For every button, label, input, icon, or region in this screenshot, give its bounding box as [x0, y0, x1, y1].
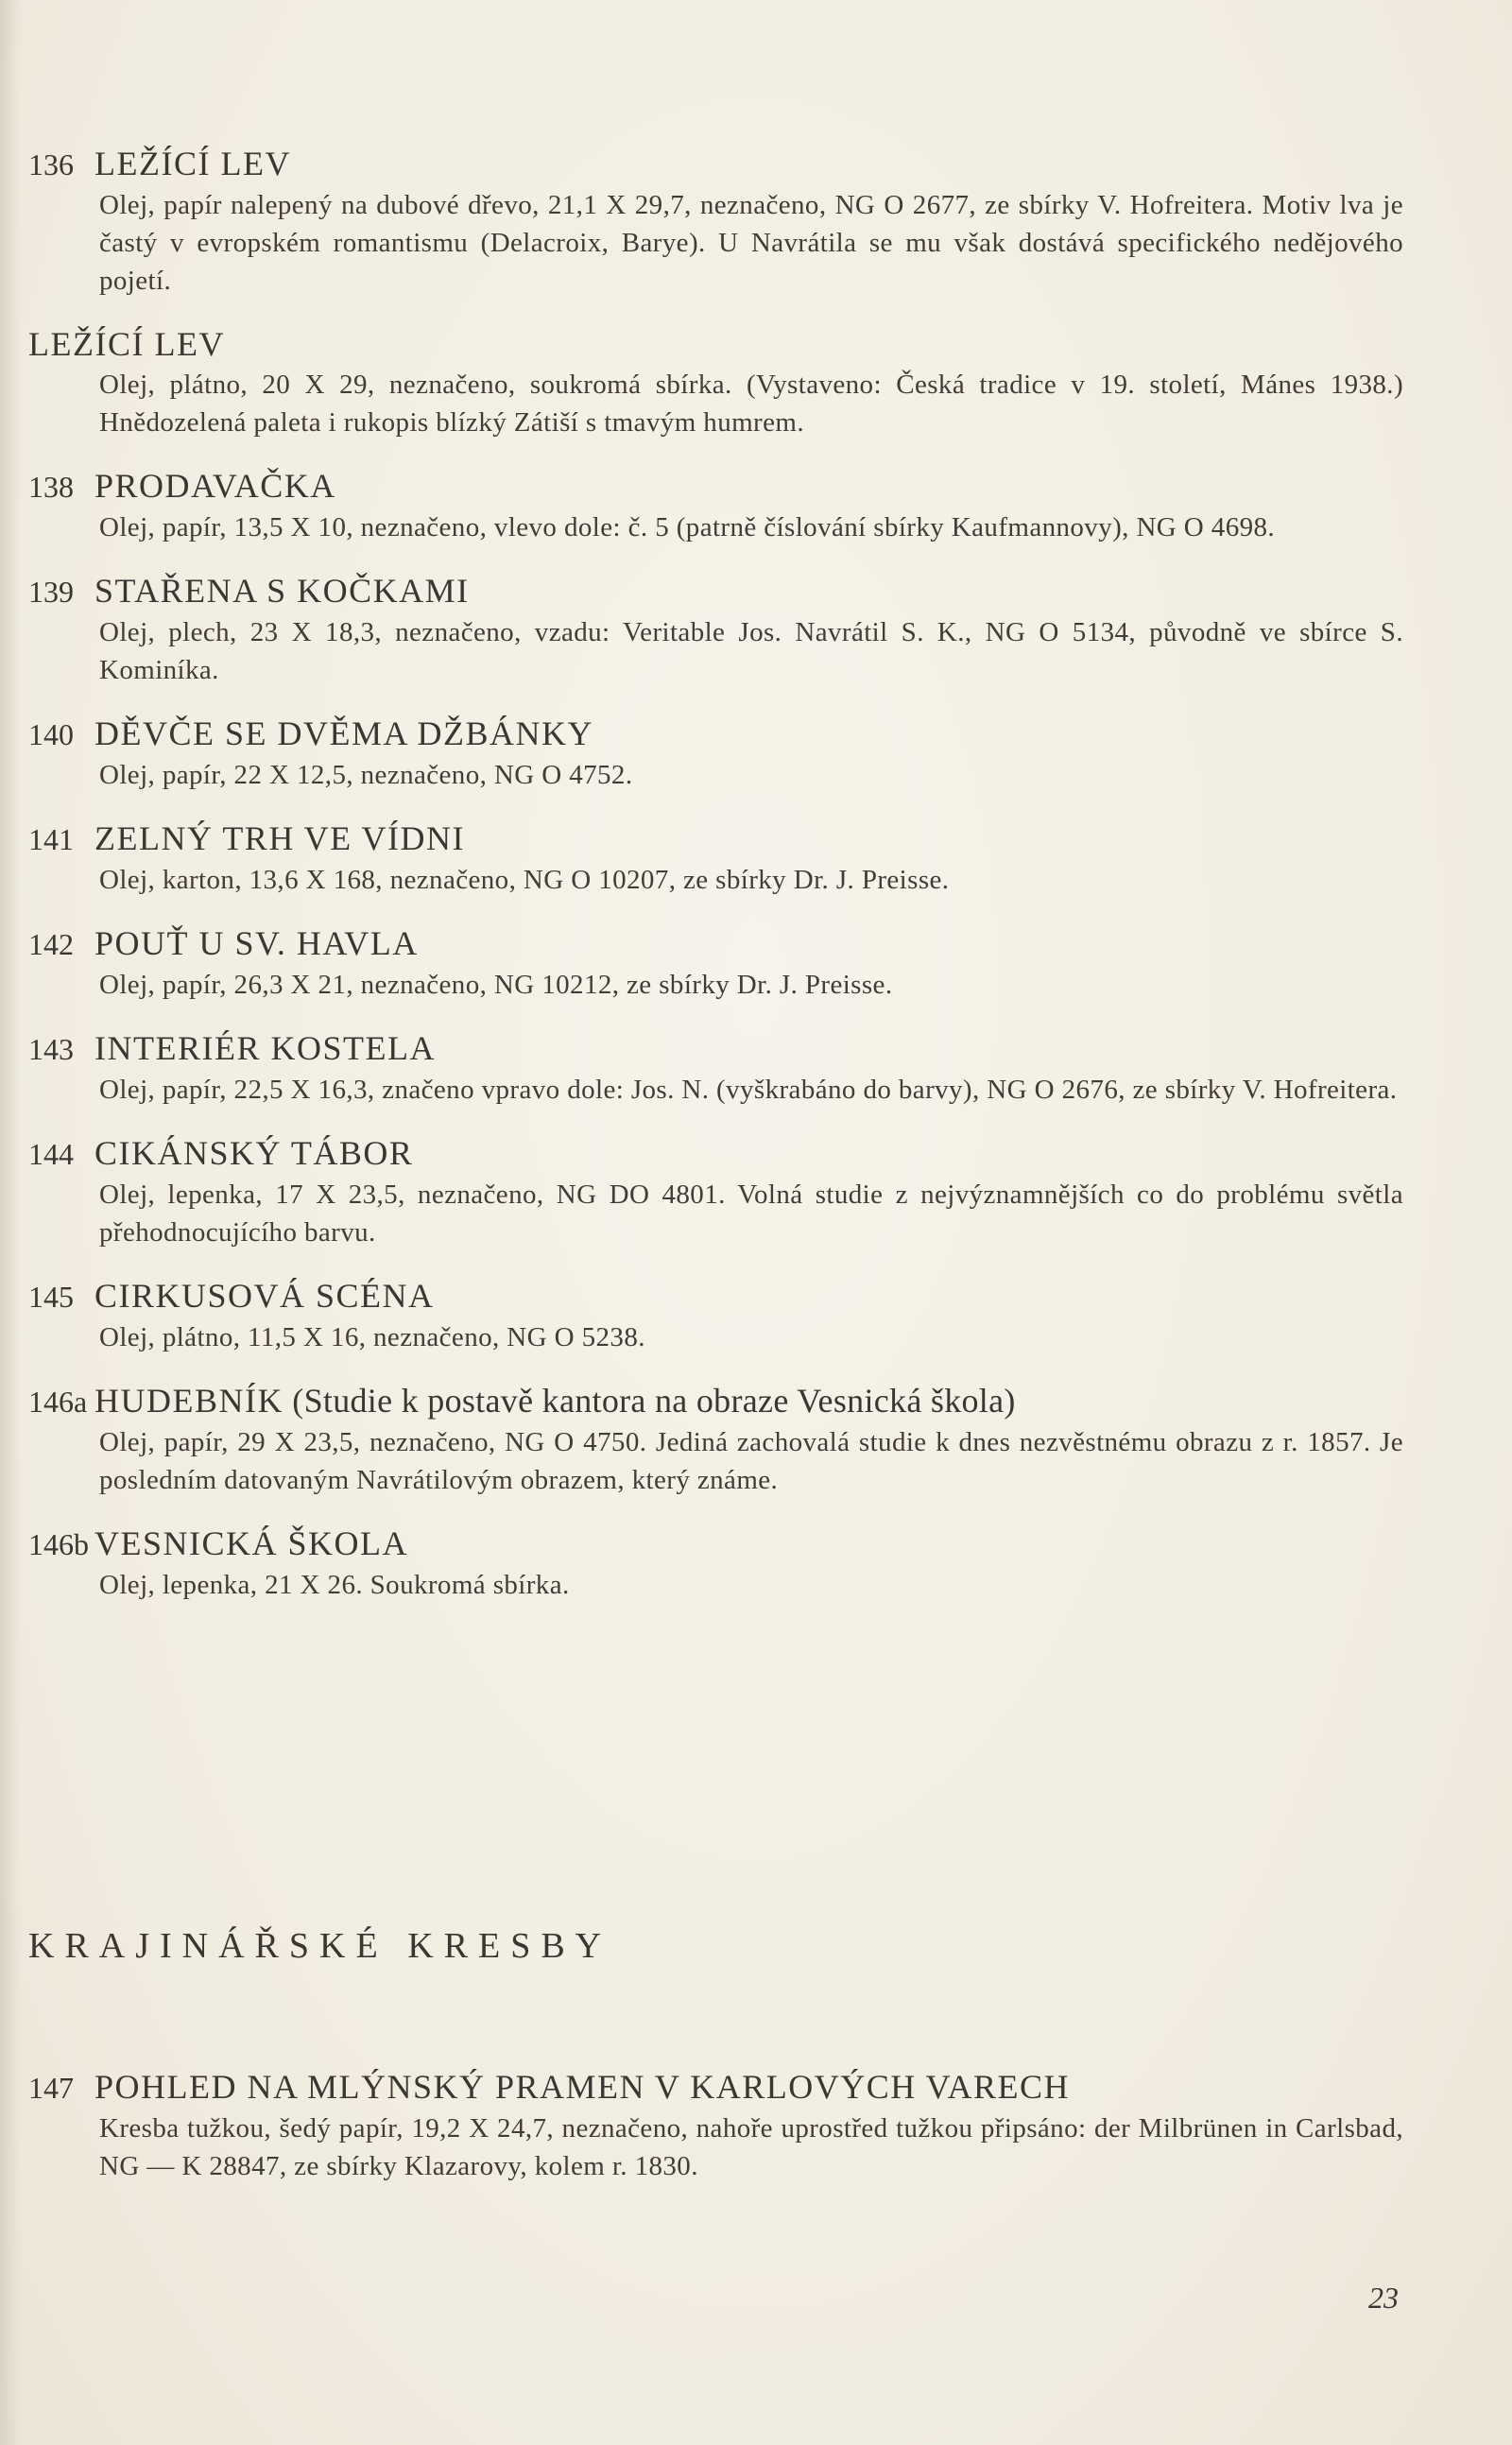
entry-title: LEŽÍCÍ LEV	[94, 145, 291, 182]
entry-description: Kresba tužkou, šedý papír, 19,2 X 24,7, neznačeno, nahoře uprostřed tužkou připsáno: der Milbrünen in Carlsbad, NG — K 28847, ze sbírky Klazarovy, kolem r. 1830.	[99, 2113, 1403, 2181]
entry-heading	[28, 817, 1403, 861]
entry-number: 136	[28, 147, 74, 181]
entry-title: POHLED NA MLÝNSKÝ PRAMEN V KARLOVÝCH VARECH	[94, 2068, 1070, 2106]
entry-title: ZELNÝ TRH VE VÍDNI	[94, 819, 465, 857]
entry-description: Olej, papír nalepený na dubové dřevo, 21,1 X 29,7, neznačeno, NG O 2677, ze sbírky V. Hofreitera. Motiv lva je častý v evropském romantismu (Delacroix, Barye). U Navrátila se mu však dostává specifického nedějového pojetí.	[99, 190, 1403, 296]
entry-title: POUŤ U SV. HAVLA	[94, 924, 419, 962]
entry-description: Olej, lepenka, 21 X 26. Soukromá sbírka.	[99, 1570, 570, 1600]
entry-number: 142	[28, 927, 74, 961]
catalogue-entry	[28, 464, 1403, 546]
entry-number: 144	[28, 1137, 74, 1171]
entry-title: CIRKUSOVÁ SCÉNA	[94, 1277, 435, 1315]
entry-description: Olej, plátno, 20 X 29, neznačeno, soukromá sbírka. (Vystaveno: Česká tradice v 19. století, Mánes 1938.) Hnědozelená paleta i rukopis blízký Zátiší s tmavým humrem.	[99, 370, 1403, 438]
entry-description: Olej, papír, 22 X 12,5, neznačeno, NG O 4752.	[99, 760, 633, 790]
entry-number: 141	[28, 822, 74, 856]
entry-description: Olej, papír, 26,3 X 21, neznačeno, NG 10212, ze sbírky Dr. J. Preisse.	[99, 970, 893, 1000]
entry-heading	[28, 1026, 1403, 1071]
catalogue-entry	[28, 322, 1403, 441]
entry-heading	[28, 464, 1403, 508]
entry-title: PRODAVAČKA	[94, 467, 336, 505]
entry-title: DĚVČE SE DVĚMA DŽBÁNKY	[94, 715, 593, 752]
entry-title: INTERIÉR KOSTELA	[94, 1029, 436, 1067]
entry-number: 147	[28, 2071, 74, 2105]
catalogue-entry	[28, 2065, 1403, 2185]
catalogue-entries-section	[28, 2065, 1403, 2208]
entry-number: 138	[28, 470, 74, 504]
entry-number: 146b	[28, 1527, 89, 1561]
entry-number: 139	[28, 575, 74, 609]
entry-title: LEŽÍCÍ LEV	[28, 325, 225, 363]
entry-number: 143	[28, 1032, 74, 1066]
entry-description: Olej, papír, 22,5 X 16,3, značeno vpravo dole: Jos. N. (vyškrabáno do barvy), NG O 2676, ze sbírky V. Hofreitera.	[99, 1075, 1398, 1105]
page-edge-shadow	[0, 0, 21, 2445]
catalogue-entry	[28, 569, 1403, 689]
catalogue-entry	[28, 1026, 1403, 1109]
entry-heading	[28, 1274, 1403, 1318]
catalogue-entry	[28, 142, 1403, 300]
entry-description: Olej, papír, 13,5 X 10, neznačeno, vlevo dole: č. 5 (patrně číslování sbírky Kaufmannovy), NG O 4698.	[99, 512, 1276, 542]
entry-heading	[28, 1379, 1403, 1423]
section-heading: KRAJINÁŘSKÉ KRESBY	[28, 1926, 612, 1966]
catalogue-entries	[28, 142, 1403, 1627]
entry-title: HUDEBNÍK	[94, 1382, 284, 1420]
entry-description: Olej, karton, 13,6 X 168, neznačeno, NG O 10207, ze sbírky Dr. J. Preisse.	[99, 865, 950, 895]
entry-title: STAŘENA S KOČKAMI	[94, 572, 470, 610]
catalogue-entry	[28, 1131, 1403, 1251]
catalogue-entry	[28, 1379, 1403, 1499]
catalogue-entry	[28, 1522, 1403, 1604]
entry-description: Olej, lepenka, 17 X 23,5, neznačeno, NG DO 4801. Volná studie z nejvýznamnějších co do problému světla přehodnocujícího barvu.	[99, 1179, 1403, 1248]
entry-heading	[28, 712, 1403, 756]
entry-subtitle: (Studie k postavě kantora na obraze Vesnická škola)	[283, 1382, 1016, 1420]
entry-description: Olej, plech, 23 X 18,3, neznačeno, vzadu: Veritable Jos. Navrátil S. K., NG O 5134, původně ve sbírce S. Kominíka.	[99, 617, 1403, 685]
entry-title: CIKÁNSKÝ TÁBOR	[94, 1134, 414, 1172]
catalogue-entry	[28, 817, 1403, 899]
entry-number: 140	[28, 717, 74, 751]
catalogue-entry	[28, 712, 1403, 794]
catalogue-entry	[28, 1274, 1403, 1356]
entry-heading	[28, 2065, 1403, 2109]
entry-heading	[28, 921, 1403, 966]
page-number: 23	[1368, 2281, 1399, 2315]
entry-heading	[28, 322, 1403, 366]
entry-heading	[28, 569, 1403, 613]
entry-number: 146a	[28, 1385, 88, 1419]
entry-heading	[28, 1131, 1403, 1176]
entry-number: 145	[28, 1280, 74, 1314]
entry-heading	[28, 1522, 1403, 1566]
entry-title: VESNICKÁ ŠKOLA	[94, 1524, 409, 1562]
entry-heading	[28, 142, 1403, 186]
entry-description: Olej, plátno, 11,5 X 16, neznačeno, NG O 5238.	[99, 1322, 645, 1352]
catalogue-entry	[28, 921, 1403, 1004]
entry-description: Olej, papír, 29 X 23,5, neznačeno, NG O 4750. Jediná zachovalá studie k dnes nezvěstnému obrazu z r. 1857. Je posledním datovaným Navrátilovým obrazem, který známe.	[99, 1427, 1403, 1495]
